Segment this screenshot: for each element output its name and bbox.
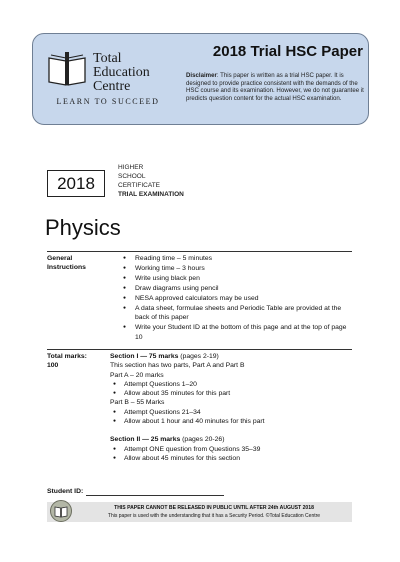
list-item: ● Allow about 1 hour and 40 minutes for this part xyxy=(110,417,355,426)
list-item: ● NESA approved calculators may be used xyxy=(123,294,353,304)
section-1-desc: This section has two parts, Part A and Part B xyxy=(110,362,245,370)
list-item: ● Allow about 35 minutes for this part xyxy=(110,389,355,398)
footer-security-note: This paper is used with the understanding that it has a Security Period. ©Total Education Centre xyxy=(107,513,321,519)
part-b-heading: Part B – 55 Marks xyxy=(110,399,165,407)
header-box xyxy=(32,33,369,125)
list-item: ● Reading time – 5 minutes xyxy=(123,254,353,264)
list-item: ● A data sheet, formulae sheets and Periodic Table are provided at the back of this paper xyxy=(123,304,353,324)
student-id-field[interactable] xyxy=(86,495,224,496)
list-item: ● Attempt Questions 21–34 xyxy=(110,408,355,417)
general-instructions-label: General Instructions xyxy=(47,255,86,271)
tec-logo xyxy=(43,44,183,114)
list-item: ● Allow about 45 minutes for this section xyxy=(110,454,355,463)
list-item: ● Working time – 3 hours xyxy=(123,264,353,274)
year-box: 2018 xyxy=(47,170,105,197)
part-a-heading: Part A – 20 marks xyxy=(110,371,164,379)
logo-wordmark: Total Education Centre xyxy=(93,51,150,94)
open-book-icon xyxy=(47,50,87,88)
section-2-heading: Section II — 25 marks (pages 20-26) xyxy=(110,436,225,444)
student-id-label: Student ID: xyxy=(47,488,84,495)
list-item: ● Attempt Questions 1–20 xyxy=(110,380,355,389)
section-1-heading: Section I — 75 marks (pages 2-19) xyxy=(110,353,219,360)
footer-release-note: THIS PAPER CANNOT BE RELEASED IN PUBLIC UNTIL AFTER 24th AUGUST 2018 xyxy=(114,505,314,511)
list-item: ● Draw diagrams using pencil xyxy=(123,284,353,294)
sections-detail xyxy=(110,352,355,463)
hsc-label: HIGHER SCHOOL CERTIFICATE TRIAL EXAMINATION xyxy=(118,164,184,198)
disclaimer: Disclaimer: This paper is written as a trial HSC paper. It is designed to provide practice consistent with the demands of the HSC course and its examination. However, we do not guarantee it predicts question content for the actual HSC examination. xyxy=(186,72,364,102)
list-item: ● Write using black pen xyxy=(123,274,353,284)
subject-title: Physics xyxy=(45,215,121,240)
list-item: ● Attempt ONE question from Questions 35–39 xyxy=(110,445,355,454)
divider xyxy=(47,251,352,252)
security-seal-icon xyxy=(50,500,72,522)
total-marks-label: Total marks: 100 xyxy=(47,353,87,369)
paper-title: 2018 Trial HSC Paper xyxy=(212,43,363,60)
logo-tagline: LEARN TO SUCCEED xyxy=(56,97,160,106)
instructions-list xyxy=(123,254,353,343)
list-item: ● Write your Student ID at the bottom of this page and at the top of page 10 xyxy=(123,323,353,343)
divider xyxy=(47,349,352,350)
